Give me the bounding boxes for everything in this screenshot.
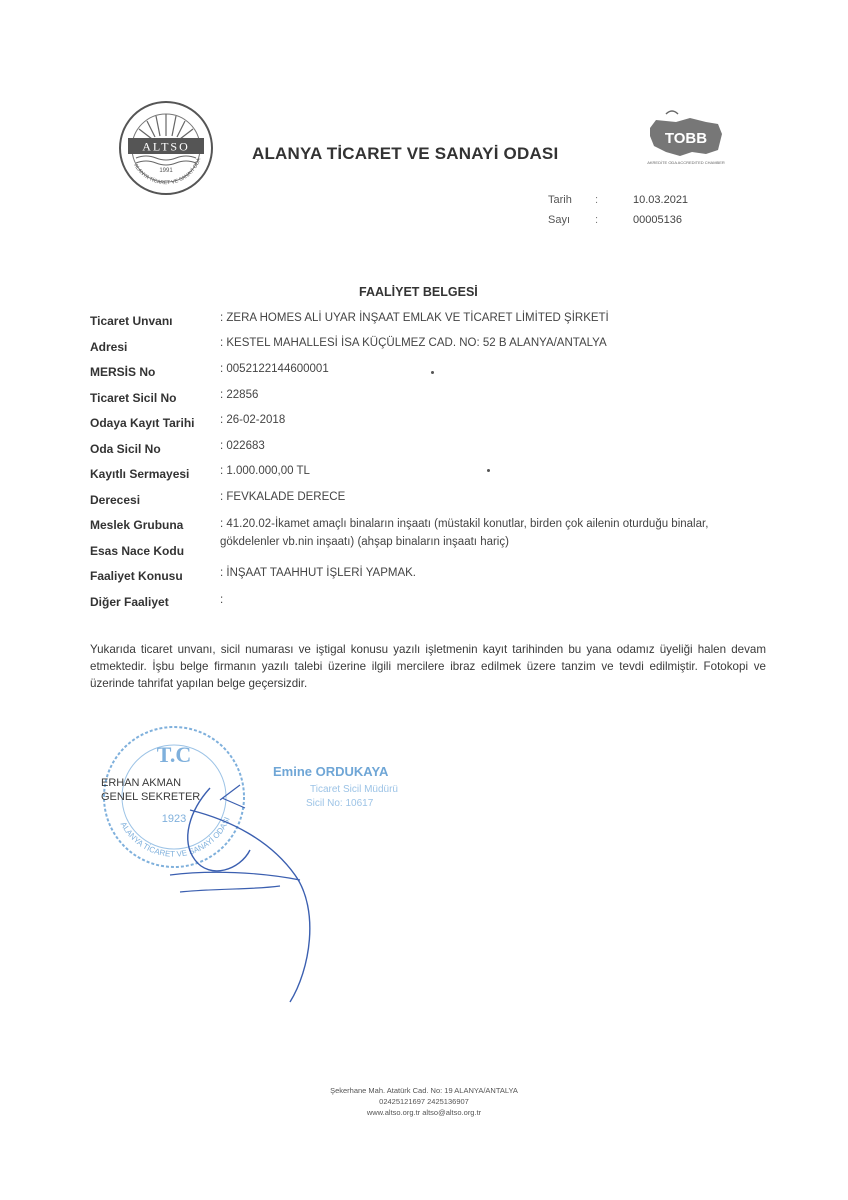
signatory-right-last-name: ORDUKAYA bbox=[315, 764, 389, 779]
footer-web-email: www.altso.org.tr altso@altso.org.tr bbox=[366, 1108, 482, 1117]
field-label-chamber-registry: Oda Sicil No bbox=[90, 442, 161, 456]
field-value-profession-group: : 41.20.02-İkamet amaçlı binaların inşaatı (müstakil konutlar, birden çok ailenin oturduğu binalar, gökdelenler vb.nin inşaatı) (ahşap binaların inşaatı hariç) bbox=[220, 518, 709, 548]
field-label-activity: Faaliyet Konusu bbox=[90, 569, 183, 583]
field-value-capital: : 1.000.000,00 TL bbox=[220, 465, 310, 477]
field-value-trade-registry: : 22856 bbox=[220, 389, 259, 401]
field-value-chamber-registry: : 022683 bbox=[220, 440, 265, 452]
altso-logo-year: 1991 bbox=[159, 168, 173, 174]
field-label-mersis: MERSİS No bbox=[90, 365, 156, 379]
organization-title: ALANYA TİCARET VE SANAYİ ODASI bbox=[252, 144, 559, 163]
altso-logo bbox=[118, 100, 214, 196]
number-separator: : bbox=[595, 214, 599, 226]
signatory-right-name bbox=[273, 764, 388, 779]
date-value: 10.03.2021 bbox=[633, 194, 689, 206]
signatory-left-name: ERHAN AKMAN bbox=[101, 777, 182, 789]
signatory-right-first-name: Emine bbox=[273, 764, 313, 779]
document-title: FAALİYET BELGESİ bbox=[359, 285, 478, 299]
tobb-logo-sub: AKREDİTE ODA ACCREDITED CHAMBER bbox=[647, 160, 725, 165]
field-value-address: : KESTEL MAHALLESİ İSA KÜÇÜLMEZ CAD. NO: 52 B ALANYA/ANTALYA bbox=[220, 337, 607, 349]
number-label: Sayı bbox=[548, 214, 571, 226]
field-value-registration-date: : 26-02-2018 bbox=[220, 414, 286, 426]
signatory-right-title: Ticaret Sicil Müdürü bbox=[310, 784, 398, 795]
scan-dot bbox=[431, 371, 434, 374]
seal-ring-text: ALANYA TİCARET VE SANAYİ ODASI bbox=[118, 815, 232, 859]
field-value-mersis: : 0052122144600001 bbox=[220, 363, 329, 375]
field-value-activity: : İNŞAAT TAAHHUT İŞLERİ YAPMAK. bbox=[220, 567, 416, 579]
date-separator: : bbox=[595, 194, 599, 206]
field-label-capital: Kayıtlı Sermayesi bbox=[90, 467, 190, 481]
field-label-registration-date: Odaya Kayıt Tarihi bbox=[90, 416, 195, 430]
altso-logo-ring: ALANYA TİCARET VE SANAYİ ODA bbox=[132, 157, 203, 187]
body-paragraph: Yukarıda ticaret unvanı, sicil numarası ve iştigal konusu yazılı işletmenin kayıt tarihinden bu yana odamız üyeliği halen devam etmektedir. İşbu belge firmanın yazılı talebi üzerine ilgili mercilere ibraz edilmek üzere tanzim ve tevdi edilmiştir. Fotokopi ve üzerinde tahrifat yapılan belge geçersizdir. bbox=[90, 643, 766, 690]
tobb-logo-text: TOBB bbox=[664, 130, 708, 147]
altso-logo-text: ALTSO bbox=[142, 139, 190, 154]
field-label-profession-group: Meslek Grubuna bbox=[90, 518, 184, 532]
field-value-other-activity: : bbox=[220, 594, 224, 606]
footer-address: Şekerhane Mah. Atatürk Cad. No: 19 ALANYA/ANTALYA bbox=[330, 1086, 518, 1095]
field-label-trade-registry: Ticaret Sicil No bbox=[90, 391, 177, 405]
date-label: Tarih bbox=[548, 194, 572, 206]
field-label-degree: Derecesi bbox=[90, 493, 141, 507]
field-label-address: Adresi bbox=[90, 340, 128, 354]
handwritten-signature bbox=[150, 780, 340, 1010]
seal-top-text: T.C bbox=[156, 742, 192, 767]
signatory-right-registry: Sicil No: 10617 bbox=[306, 798, 374, 809]
scan-dot bbox=[487, 469, 490, 472]
number-value: 00005136 bbox=[633, 214, 682, 226]
field-label-trade-name: Ticaret Unvanı bbox=[90, 314, 173, 328]
signatory-left-title: GENEL SEKRETER bbox=[101, 791, 201, 803]
seal-year: 1923 bbox=[161, 813, 187, 825]
field-label-other-activity: Diğer Faaliyet bbox=[90, 595, 169, 609]
field-value-degree: : FEVKALADE DERECE bbox=[220, 491, 346, 503]
tobb-logo bbox=[646, 106, 726, 172]
footer-phone: 02425121697 2425136907 bbox=[379, 1097, 469, 1106]
field-value-trade-name: : ZERA HOMES ALİ UYAR İNŞAAT EMLAK VE TİCARET LİMİTED ŞİRKETİ bbox=[220, 312, 609, 324]
field-label-nace-code: Esas Nace Kodu bbox=[90, 544, 185, 558]
